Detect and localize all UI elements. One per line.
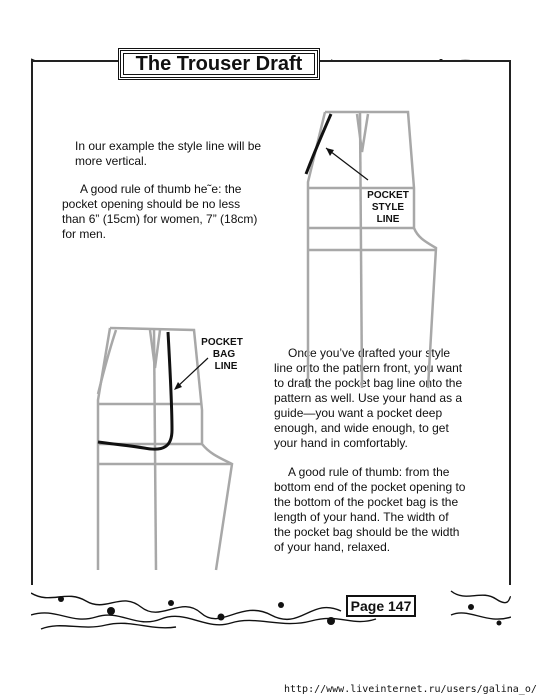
paragraph-rule-of-thumb-bag: A good rule of thumb: from the bottom end of the pocket opening to the bottom of the pocket bag is the length of your hand. The width of the pocket bag should be the width of your hand, relaxed. [274,465,466,554]
label-line-1: POCKET [367,190,409,201]
page-number-box [346,595,416,617]
label-line-2: STYLE [371,202,405,213]
paragraph-pocket-bag: Once you’ve drafted your style line onto the pattern front, you want to draft the pocket bag line onto the pattern as well. Use your hand as a guide—you want a pocket deep enough, and wide enough, to get your hand in comfortably. [274,346,463,450]
source-url[interactable]: http://www.liveinternet.ru/users/galina_o/ [284,684,537,695]
paragraph-rule-of-thumb-opening: A good rule of thumb he˜e: the pocket opening should be no less than 6” (15cm) for women, 7” (18cm) for men. [62,182,258,241]
pocket-style-line [306,114,331,174]
trouser-front-pattern [308,112,436,388]
label-line-3: LINE [376,214,400,225]
diagram-pocket-style-line [300,100,450,390]
pointer-arrow [176,358,208,388]
paragraph-style-line: In our example the style line will be more vertical. [75,139,262,168]
diagram-pocket-bag-line [92,318,252,578]
label-line-1: POCKET [201,337,243,348]
page-number: Page 147 [350,598,412,614]
label-line-2: BAG [212,349,236,360]
trouser-front-pattern [98,328,232,570]
page-title-box [118,48,320,80]
page-title: The Trouser Draft [135,52,303,75]
arrow-head-icon [326,148,334,156]
pointer-arrow [326,148,368,180]
label-line-3: LINE [214,361,238,372]
footer-marble-band [31,585,511,632]
